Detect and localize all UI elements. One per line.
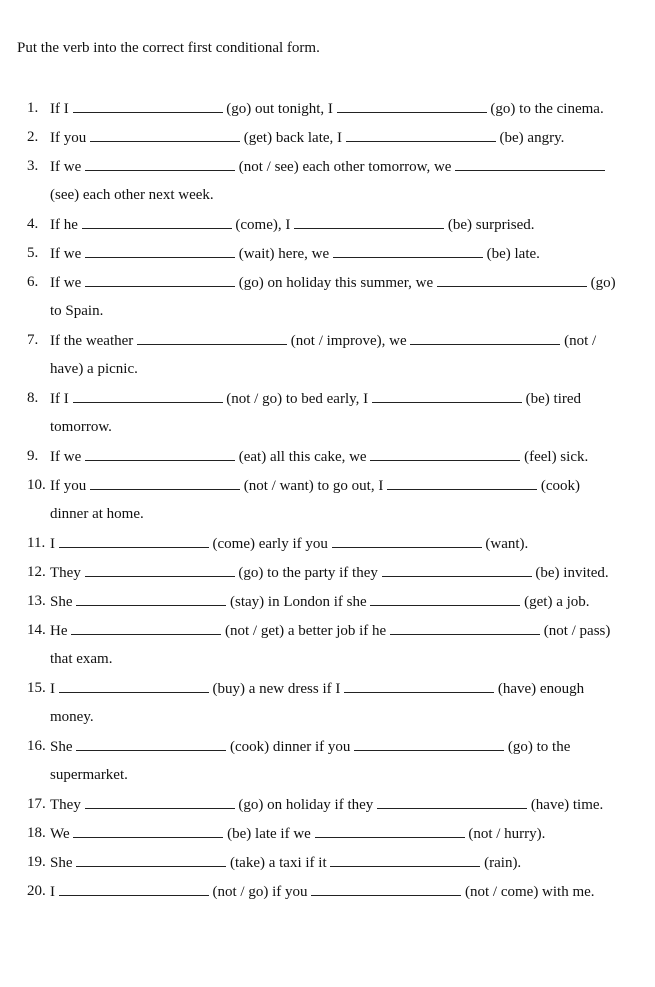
exercise-number: 19. (27, 854, 46, 870)
exercise-item (0, 329, 655, 358)
exercise-sentence (50, 706, 643, 728)
sentence-fragment: (cook) dinner if you (226, 739, 355, 755)
instruction-text: Put the verb into the correct first conditional form. (17, 40, 320, 56)
answer-blank[interactable] (85, 561, 235, 577)
answer-blank[interactable] (344, 677, 494, 693)
exercise-sentence (50, 416, 643, 438)
sentence-fragment: (be) surprised. (444, 217, 535, 233)
answer-blank[interactable] (85, 793, 235, 809)
answer-blank[interactable] (294, 213, 444, 229)
sentence-fragment: (go) on holiday this summer, we (234, 275, 437, 291)
sentence-fragment: (feel) sick. (520, 449, 589, 465)
exercise-number: 15. (27, 680, 46, 696)
exercise-item (0, 880, 655, 909)
sentence-fragment: (go) out tonight, I (222, 101, 337, 117)
sentence-fragment: (not / improve), we (287, 333, 411, 349)
sentence-fragment: dinner at home. (50, 506, 144, 522)
sentence-fragment: (not / get) a better job if he (221, 623, 390, 639)
answer-blank[interactable] (59, 880, 209, 896)
exercise-continuation (0, 648, 655, 677)
sentence-fragment: If he (50, 217, 82, 233)
exercise-sentence (50, 793, 643, 816)
exercise-continuation (0, 706, 655, 735)
exercise-sentence (50, 242, 643, 265)
exercise-number: 11. (27, 535, 46, 551)
sentence-fragment: have) a picnic. (50, 361, 138, 377)
answer-blank[interactable] (455, 155, 605, 171)
exercise-item (0, 677, 655, 706)
sentence-fragment: If the weather (50, 333, 138, 349)
sentence-fragment: We (50, 826, 74, 842)
exercise-sentence (50, 126, 643, 149)
exercise-continuation (0, 416, 655, 445)
exercise-number: 17. (27, 796, 46, 812)
exercise-item (0, 242, 655, 271)
exercise-item (0, 387, 655, 416)
answer-blank[interactable] (76, 590, 226, 606)
sentence-fragment: (go) to the party if they (234, 565, 382, 581)
sentence-fragment: She (50, 594, 77, 610)
sentence-fragment: They (50, 565, 85, 581)
answer-blank[interactable] (346, 126, 496, 142)
exercise-item (0, 619, 655, 648)
answer-blank[interactable] (337, 97, 487, 113)
exercise-item (0, 155, 655, 184)
exercise-sentence (50, 880, 643, 903)
sentence-fragment: money. (50, 709, 94, 725)
sentence-fragment: (come) early if you (208, 536, 332, 552)
exercise-number: 9. (27, 448, 39, 464)
exercise-item (0, 851, 655, 880)
sentence-fragment: (go) (586, 275, 616, 291)
exercise-item (0, 445, 655, 474)
sentence-fragment: I (50, 884, 59, 900)
answer-blank[interactable] (315, 822, 465, 838)
sentence-fragment: (not / go) to bed early, I (222, 391, 372, 407)
sentence-fragment: If you (50, 130, 90, 146)
answer-blank[interactable] (85, 271, 235, 287)
answer-blank[interactable] (372, 387, 522, 403)
answer-blank[interactable] (410, 329, 560, 345)
answer-blank[interactable] (333, 242, 483, 258)
exercise-item (0, 793, 655, 822)
sentence-fragment: I (50, 536, 59, 552)
exercise-item (0, 97, 655, 126)
exercise-number: 14. (27, 622, 46, 638)
exercise-sentence (50, 764, 643, 786)
answer-blank[interactable] (59, 532, 209, 548)
exercise-continuation (0, 184, 655, 213)
exercise-sentence (50, 271, 643, 294)
exercise-number: 12. (27, 564, 46, 580)
answer-blank[interactable] (76, 735, 226, 751)
sentence-fragment: (rain). (480, 855, 522, 871)
sentence-fragment: (go) to the cinema. (486, 101, 604, 117)
sentence-fragment: If we (50, 275, 85, 291)
answer-blank[interactable] (85, 155, 235, 171)
exercise-item (0, 213, 655, 242)
exercise-item (0, 271, 655, 300)
exercise-number: 20. (27, 883, 46, 899)
sentence-fragment: (not / go) if you (208, 884, 312, 900)
exercise-sentence (50, 358, 643, 380)
sentence-fragment: (be) angry. (495, 130, 565, 146)
exercise-sentence (50, 474, 643, 497)
exercise-continuation (0, 358, 655, 387)
exercise-number: 2. (27, 129, 39, 145)
exercise-continuation (0, 764, 655, 793)
sentence-fragment: I (50, 681, 59, 697)
sentence-fragment: If I (50, 391, 73, 407)
sentence-fragment: (eat) all this cake, we (234, 449, 371, 465)
exercise-sentence (50, 822, 643, 845)
exercise-sentence (50, 213, 643, 236)
exercise-number: 6. (27, 274, 39, 290)
exercise-sentence (50, 387, 643, 410)
exercise-item (0, 735, 655, 764)
answer-blank[interactable] (90, 474, 240, 490)
exercise-sentence (50, 503, 643, 525)
answer-blank[interactable] (332, 532, 482, 548)
sentence-fragment: If I (50, 101, 73, 117)
answer-blank[interactable] (59, 677, 209, 693)
exercise-number: 5. (27, 245, 39, 261)
answer-blank[interactable] (330, 851, 480, 867)
sentence-fragment: that exam. (50, 651, 113, 667)
answer-blank[interactable] (354, 735, 504, 751)
exercise-number: 7. (27, 332, 39, 348)
sentence-fragment: (not / pass) (539, 623, 611, 639)
sentence-fragment: (not / (560, 333, 597, 349)
sentence-fragment: (wait) here, we (234, 246, 333, 262)
sentence-fragment: (not / want) to go out, I (240, 478, 388, 494)
exercise-number: 13. (27, 593, 46, 609)
sentence-fragment: to Spain. (50, 303, 104, 319)
answer-blank[interactable] (137, 329, 287, 345)
exercise-sentence (50, 590, 643, 613)
sentence-fragment: (have) time. (527, 797, 604, 813)
exercise-continuation (0, 300, 655, 329)
exercise-sentence (50, 155, 643, 178)
sentence-fragment: If we (50, 246, 85, 262)
sentence-fragment: (buy) a new dress if I (208, 681, 345, 697)
exercise-sentence (50, 329, 643, 352)
exercise-item (0, 532, 655, 561)
sentence-fragment: She (50, 855, 77, 871)
answer-blank[interactable] (377, 793, 527, 809)
exercise-sentence (50, 184, 643, 206)
sentence-fragment: (be) late. (482, 246, 540, 262)
sentence-fragment: (come), I (231, 217, 295, 233)
exercise-number: 1. (27, 100, 39, 116)
exercise-sentence (50, 851, 643, 874)
sentence-fragment: She (50, 739, 77, 755)
answer-blank[interactable] (73, 822, 223, 838)
sentence-fragment: (go) on holiday if they (234, 797, 378, 813)
answer-blank[interactable] (370, 590, 520, 606)
answer-blank[interactable] (311, 880, 461, 896)
answer-blank[interactable] (85, 242, 235, 258)
sentence-fragment: (be) tired (521, 391, 582, 407)
exercise-number: 16. (27, 738, 46, 754)
sentence-fragment: (go) to the (504, 739, 571, 755)
exercise-sentence (50, 619, 643, 642)
exercise-item (0, 474, 655, 503)
exercise-item (0, 126, 655, 155)
answer-blank[interactable] (71, 619, 221, 635)
sentence-fragment: (get) back late, I (240, 130, 346, 146)
exercise-sentence (50, 648, 643, 670)
exercise-sentence (50, 97, 643, 120)
exercise-item (0, 561, 655, 590)
exercise-sentence (50, 677, 643, 700)
exercise-list (0, 97, 655, 909)
sentence-fragment: If we (50, 159, 85, 175)
sentence-fragment: tomorrow. (50, 419, 112, 435)
exercise-sentence (50, 532, 643, 555)
sentence-fragment: (not / see) each other tomorrow, we (234, 159, 456, 175)
sentence-fragment: (have) enough (494, 681, 585, 697)
answer-blank[interactable] (370, 445, 520, 461)
exercise-item (0, 822, 655, 851)
exercise-sentence (50, 561, 643, 584)
answer-blank[interactable] (90, 126, 240, 142)
answer-blank[interactable] (76, 851, 226, 867)
exercise-sentence (50, 735, 643, 758)
sentence-fragment: (take) a taxi if it (226, 855, 331, 871)
answer-blank[interactable] (437, 271, 587, 287)
sentence-fragment: (want). (481, 536, 529, 552)
answer-blank[interactable] (387, 474, 537, 490)
exercise-sentence (50, 300, 643, 322)
sentence-fragment: (see) each other next week. (50, 187, 214, 203)
exercise-number: 10. (27, 477, 46, 493)
answer-blank[interactable] (73, 387, 223, 403)
sentence-fragment: (cook) (537, 478, 580, 494)
exercise-number: 8. (27, 390, 39, 406)
sentence-fragment: He (50, 623, 72, 639)
sentence-fragment: (stay) in London if she (226, 594, 371, 610)
answer-blank[interactable] (82, 213, 232, 229)
answer-blank[interactable] (382, 561, 532, 577)
exercise-item (0, 590, 655, 619)
sentence-fragment: If you (50, 478, 90, 494)
exercise-number: 18. (27, 825, 46, 841)
sentence-fragment: (not / hurry). (464, 826, 546, 842)
answer-blank[interactable] (73, 97, 223, 113)
exercise-continuation (0, 503, 655, 532)
sentence-fragment: (be) late if we (223, 826, 315, 842)
sentence-fragment: (not / come) with me. (461, 884, 595, 900)
sentence-fragment: They (50, 797, 85, 813)
sentence-fragment: If we (50, 449, 85, 465)
answer-blank[interactable] (390, 619, 540, 635)
sentence-fragment: (be) invited. (531, 565, 609, 581)
exercise-number: 4. (27, 216, 39, 232)
sentence-fragment: supermarket. (50, 767, 128, 783)
exercise-sentence (50, 445, 643, 468)
exercise-number: 3. (27, 158, 39, 174)
sentence-fragment: (get) a job. (520, 594, 590, 610)
answer-blank[interactable] (85, 445, 235, 461)
